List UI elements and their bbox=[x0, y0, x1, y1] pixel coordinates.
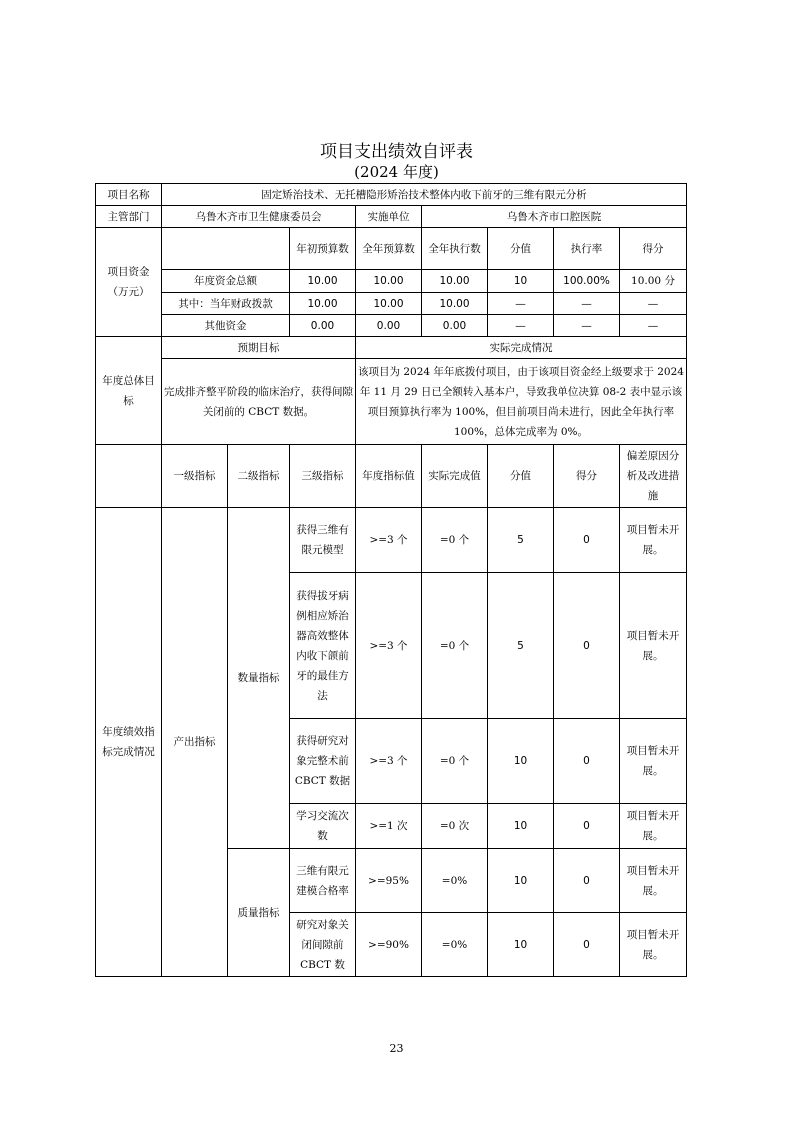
score-value: 10 bbox=[488, 804, 554, 849]
level3-indicator: 研究对象关闭间隙前 CBCT 数 bbox=[290, 913, 356, 977]
funds-cell: 0.00 bbox=[422, 315, 488, 337]
funds-cell: — bbox=[488, 315, 554, 337]
project-name-label: 项目名称 bbox=[96, 184, 162, 206]
page-title: 项目支出绩效自评表 bbox=[320, 142, 473, 162]
actual-goal: 该项目为 2024 年年底拨付项目，由于该项目资金经上级要求于 2024 年 11 月 29 日已全额转入基本户，导致我单位决算 08-2 表中显示该项目预算执行率为 100%，但目前项目尚未进行，因此全年执行率 100%，总体完成率为 0%。 bbox=[356, 359, 687, 445]
funds-cell: 0.00 bbox=[290, 315, 356, 337]
implementer-label: 实施单位 bbox=[356, 206, 422, 228]
score: 0 bbox=[554, 849, 620, 913]
funds-cell: 10 bbox=[488, 270, 554, 293]
score: 0 bbox=[554, 719, 620, 804]
funds-cell: 10.00 bbox=[356, 293, 422, 315]
deviation-note: 项目暂未开展。 bbox=[620, 913, 687, 977]
funds-header: 全年执行数 bbox=[422, 228, 488, 270]
funds-cell: — bbox=[554, 293, 620, 315]
indicators-section-label: 年度绩效指标完成情况 bbox=[96, 508, 162, 977]
funds-cell: 10.00 bbox=[290, 270, 356, 293]
funds-cell: 10.00 bbox=[422, 270, 488, 293]
actual-value: =0 个 bbox=[422, 719, 488, 804]
level3-indicator: 获得研究对象完整术前 CBCT 数据 bbox=[290, 719, 356, 804]
target-value: >=90% bbox=[356, 913, 422, 977]
level1-indicator: 产出指标 bbox=[162, 508, 228, 977]
score-value: 5 bbox=[488, 573, 554, 719]
funds-cell: 10.00 bbox=[422, 293, 488, 315]
funds-header: 全年预算数 bbox=[356, 228, 422, 270]
level2-indicator: 质量指标 bbox=[228, 849, 290, 977]
target-value: >=1 次 bbox=[356, 804, 422, 849]
target-value: >=3 个 bbox=[356, 573, 422, 719]
actual-header: 实际完成情况 bbox=[356, 337, 687, 359]
level3-indicator: 获得拔牙病例相应矫治器高效整体内收下颌前牙的最佳方法 bbox=[290, 573, 356, 719]
target-value: >=95% bbox=[356, 849, 422, 913]
level3-indicator: 学习交流次数 bbox=[290, 804, 356, 849]
funds-cell: — bbox=[554, 315, 620, 337]
funds-cell: — bbox=[620, 293, 687, 315]
funds-row-label: 其他资金 bbox=[162, 315, 290, 337]
supervisor-label: 主管部门 bbox=[96, 206, 162, 228]
target-value: >=3 个 bbox=[356, 508, 422, 573]
funds-header: 得分 bbox=[620, 228, 687, 270]
score: 0 bbox=[554, 508, 620, 573]
level3-indicator: 三维有限元建模合格率 bbox=[290, 849, 356, 913]
level3-indicator: 获得三维有限元模型 bbox=[290, 508, 356, 573]
actual-value: =0 个 bbox=[422, 573, 488, 719]
funds-label: 项目资金（万元） bbox=[96, 228, 162, 337]
deviation-note: 项目暂未开展。 bbox=[620, 849, 687, 913]
goals-label: 年度总体目标 bbox=[96, 337, 162, 445]
score-value: 10 bbox=[488, 913, 554, 977]
indicator-header: 得分 bbox=[554, 445, 620, 508]
funds-header: 分值 bbox=[488, 228, 554, 270]
deviation-note: 项目暂未开展。 bbox=[620, 804, 687, 849]
actual-value: =0% bbox=[422, 849, 488, 913]
performance-table bbox=[95, 183, 687, 977]
indicator-corner bbox=[96, 445, 162, 508]
supervisor: 乌鲁木齐市卫生健康委员会 bbox=[162, 206, 356, 228]
funds-header: 年初预算数 bbox=[290, 228, 356, 270]
page-subtitle: (2024 年度) bbox=[354, 163, 439, 181]
funds-row-label: 其中：当年财政拨款 bbox=[162, 293, 290, 315]
expected-header: 预期目标 bbox=[162, 337, 356, 359]
score: 0 bbox=[554, 913, 620, 977]
funds-cell: 10.00 bbox=[290, 293, 356, 315]
funds-cell: 10.00 分 bbox=[620, 270, 687, 293]
funds-cell: — bbox=[620, 315, 687, 337]
indicator-header: 分值 bbox=[488, 445, 554, 508]
funds-cell: 100.00% bbox=[554, 270, 620, 293]
indicator-header: 一级指标 bbox=[162, 445, 228, 508]
indicator-header: 实际完成值 bbox=[422, 445, 488, 508]
target-value: >=3 个 bbox=[356, 719, 422, 804]
score: 0 bbox=[554, 804, 620, 849]
actual-value: =0 个 bbox=[422, 508, 488, 573]
indicator-header: 偏差原因分析及改进措施 bbox=[620, 445, 687, 508]
score-value: 10 bbox=[488, 719, 554, 804]
funds-corner bbox=[162, 228, 290, 270]
indicator-header: 三级指标 bbox=[290, 445, 356, 508]
funds-row-label: 年度资金总额 bbox=[162, 270, 290, 293]
indicator-header: 年度指标值 bbox=[356, 445, 422, 508]
implementer: 乌鲁木齐市口腔医院 bbox=[422, 206, 687, 228]
expected-goal: 完成排齐整平阶段的临床治疗，获得间隙关闭前的 CBCT 数据。 bbox=[162, 359, 356, 445]
deviation-note: 项目暂未开展。 bbox=[620, 719, 687, 804]
deviation-note: 项目暂未开展。 bbox=[620, 508, 687, 573]
deviation-note: 项目暂未开展。 bbox=[620, 573, 687, 719]
page-number: 23 bbox=[389, 1042, 404, 1055]
indicator-header: 二级指标 bbox=[228, 445, 290, 508]
funds-cell: 0.00 bbox=[356, 315, 422, 337]
actual-value: =0 次 bbox=[422, 804, 488, 849]
score: 0 bbox=[554, 573, 620, 719]
score-value: 5 bbox=[488, 508, 554, 573]
score-value: 10 bbox=[488, 849, 554, 913]
level2-indicator: 数量指标 bbox=[228, 508, 290, 849]
actual-value: =0% bbox=[422, 913, 488, 977]
project-name: 固定矫治技术、无托槽隐形矫治技术整体内收下前牙的三维有限元分析 bbox=[162, 184, 687, 206]
funds-cell: 10.00 bbox=[356, 270, 422, 293]
funds-cell: — bbox=[488, 293, 554, 315]
funds-header: 执行率 bbox=[554, 228, 620, 270]
